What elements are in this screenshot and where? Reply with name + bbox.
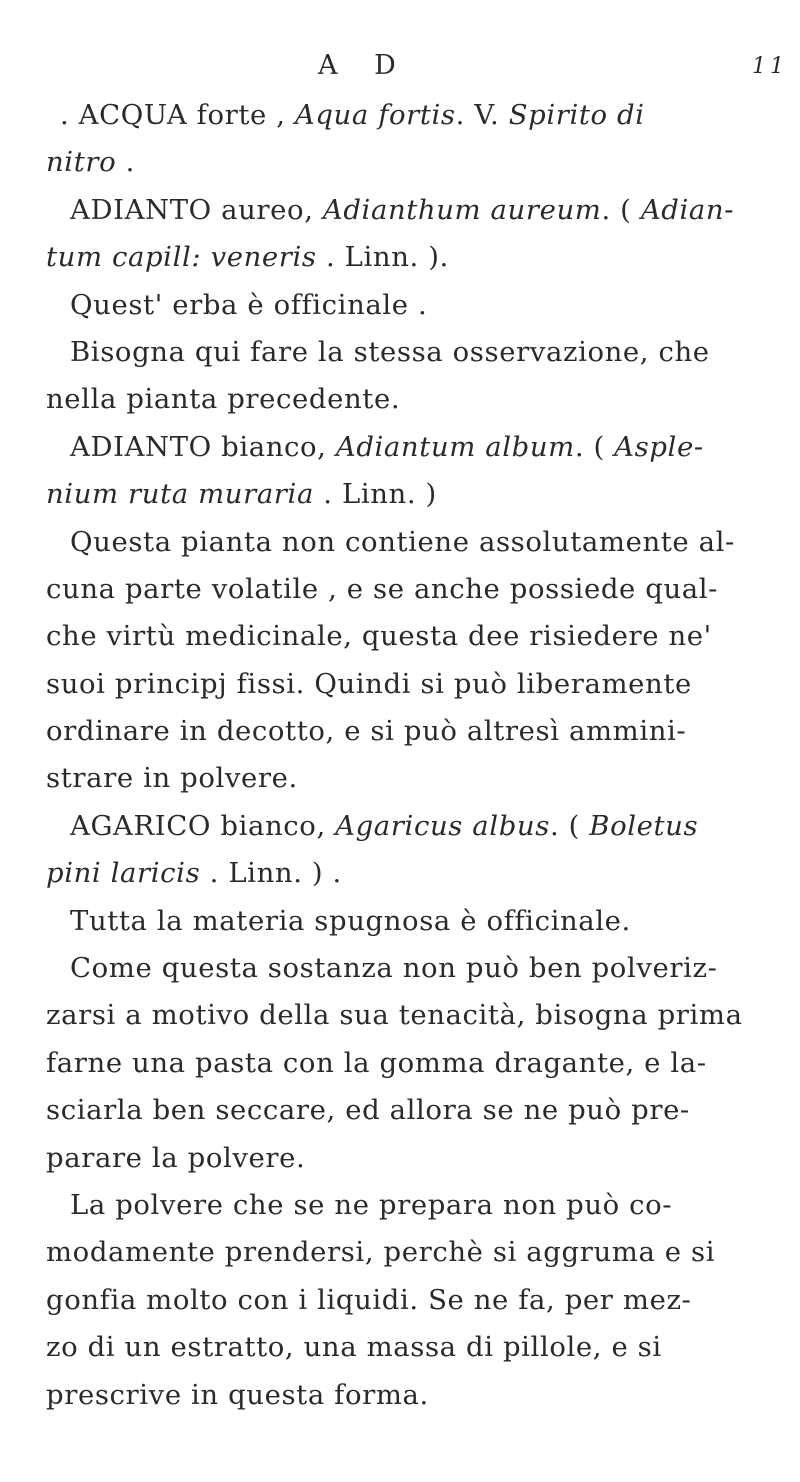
text-line bbox=[46, 613, 760, 660]
text-run: Questa pianta non contiene assolutamente al- bbox=[70, 525, 735, 558]
italic-text: nitro bbox=[46, 146, 117, 179]
text-line bbox=[46, 471, 760, 518]
italic-text: pini laricis bbox=[46, 857, 201, 890]
text-line bbox=[46, 519, 760, 566]
text-run: cuna parte volatile , e se anche possiede qual- bbox=[46, 572, 719, 605]
running-head: A D bbox=[318, 50, 410, 81]
text-line bbox=[46, 850, 760, 897]
text-line bbox=[46, 1277, 760, 1324]
text-run: strare in polvere. bbox=[46, 762, 298, 795]
text-run: . Linn. ) bbox=[313, 478, 437, 511]
italic-text: tum capill: veneris bbox=[46, 241, 317, 274]
text-line bbox=[46, 708, 760, 755]
text-run: farne una pasta con la gomma dragante, e la- bbox=[46, 1046, 707, 1079]
text-run: Quest' erba è officinale . bbox=[70, 288, 428, 321]
text-run: sciarla ben seccare, ed allora se ne può pre- bbox=[46, 1094, 690, 1127]
text-run: La polvere che se ne prepara non può co- bbox=[70, 1188, 673, 1221]
text-line bbox=[46, 898, 760, 945]
italic-text: Adianthum aureum bbox=[322, 193, 602, 226]
text-line bbox=[46, 1040, 760, 1087]
text-run: zarsi a motivo della sua tenacità, bisogna prima bbox=[46, 999, 743, 1032]
text-run: modamente prendersi, perchè si aggruma e si bbox=[46, 1236, 716, 1269]
text-run: . ( bbox=[549, 809, 590, 842]
text-line bbox=[46, 187, 760, 234]
text-line bbox=[46, 755, 760, 802]
text-run: . bbox=[116, 146, 135, 179]
text-line bbox=[46, 803, 760, 850]
text-line bbox=[46, 92, 760, 139]
italic-text: nium ruta muraria bbox=[46, 478, 314, 511]
text-run: che virtù medicinale, questa dee risiedere ne' bbox=[46, 620, 712, 653]
text-body bbox=[46, 92, 760, 1419]
text-run: ADIANTO aureo, bbox=[70, 193, 323, 226]
text-run: suoi principj fissi. Quindi si può liberamente bbox=[46, 667, 692, 700]
page-header bbox=[0, 50, 800, 90]
text-run: AGARICO bianco, bbox=[70, 809, 336, 842]
text-line bbox=[46, 1182, 760, 1229]
text-line bbox=[46, 376, 760, 423]
text-run: . ( bbox=[601, 193, 641, 226]
italic-text: Adian- bbox=[640, 193, 735, 226]
text-line bbox=[46, 234, 760, 281]
text-run: . Linn. ). bbox=[316, 241, 449, 274]
text-line bbox=[46, 661, 760, 708]
text-line bbox=[46, 282, 760, 329]
italic-text: Spirito di bbox=[508, 99, 645, 131]
text-run: . ( bbox=[574, 430, 615, 463]
text-run: Come questa sostanza non può ben polveriz- bbox=[70, 952, 718, 985]
text-run: gonfia molto con i liquidi. Se ne fa, per mez- bbox=[46, 1283, 692, 1316]
text-line bbox=[46, 139, 760, 186]
text-run: prescrive in questa forma. bbox=[46, 1378, 429, 1411]
text-line bbox=[46, 992, 760, 1039]
text-line bbox=[46, 1135, 760, 1182]
text-run: nella pianta precedente. bbox=[46, 383, 401, 416]
italic-text: Adiantum album bbox=[335, 430, 575, 463]
text-line bbox=[46, 1087, 760, 1134]
text-run: Tutta la materia spugnosa è officinale. bbox=[70, 904, 631, 937]
text-run: . V. bbox=[455, 99, 509, 131]
text-line bbox=[46, 329, 760, 376]
italic-text: Agaricus albus bbox=[335, 809, 550, 842]
text-line bbox=[46, 424, 760, 471]
text-line bbox=[46, 1372, 760, 1419]
page-number: 11 bbox=[752, 54, 788, 79]
text-line bbox=[46, 566, 760, 613]
text-line bbox=[46, 945, 760, 992]
text-run: zo di un estratto, una massa di pillole, e si bbox=[46, 1331, 662, 1364]
text-run: . ACQUA forte , bbox=[60, 99, 295, 131]
text-run: Bisogna qui fare la stessa osservazione, che bbox=[70, 335, 710, 368]
italic-text: Asple- bbox=[614, 430, 704, 463]
text-run: . Linn. ) . bbox=[200, 857, 342, 890]
text-run: parare la polvere. bbox=[46, 1141, 306, 1174]
italic-text: Boletus bbox=[589, 809, 699, 842]
text-run: ADIANTO bianco, bbox=[70, 430, 336, 463]
text-line bbox=[46, 1229, 760, 1276]
italic-text: Aqua fortis bbox=[294, 99, 456, 131]
text-run: ordinare in decotto, e si può altresì ammini- bbox=[46, 715, 687, 748]
text-line bbox=[46, 1324, 760, 1371]
